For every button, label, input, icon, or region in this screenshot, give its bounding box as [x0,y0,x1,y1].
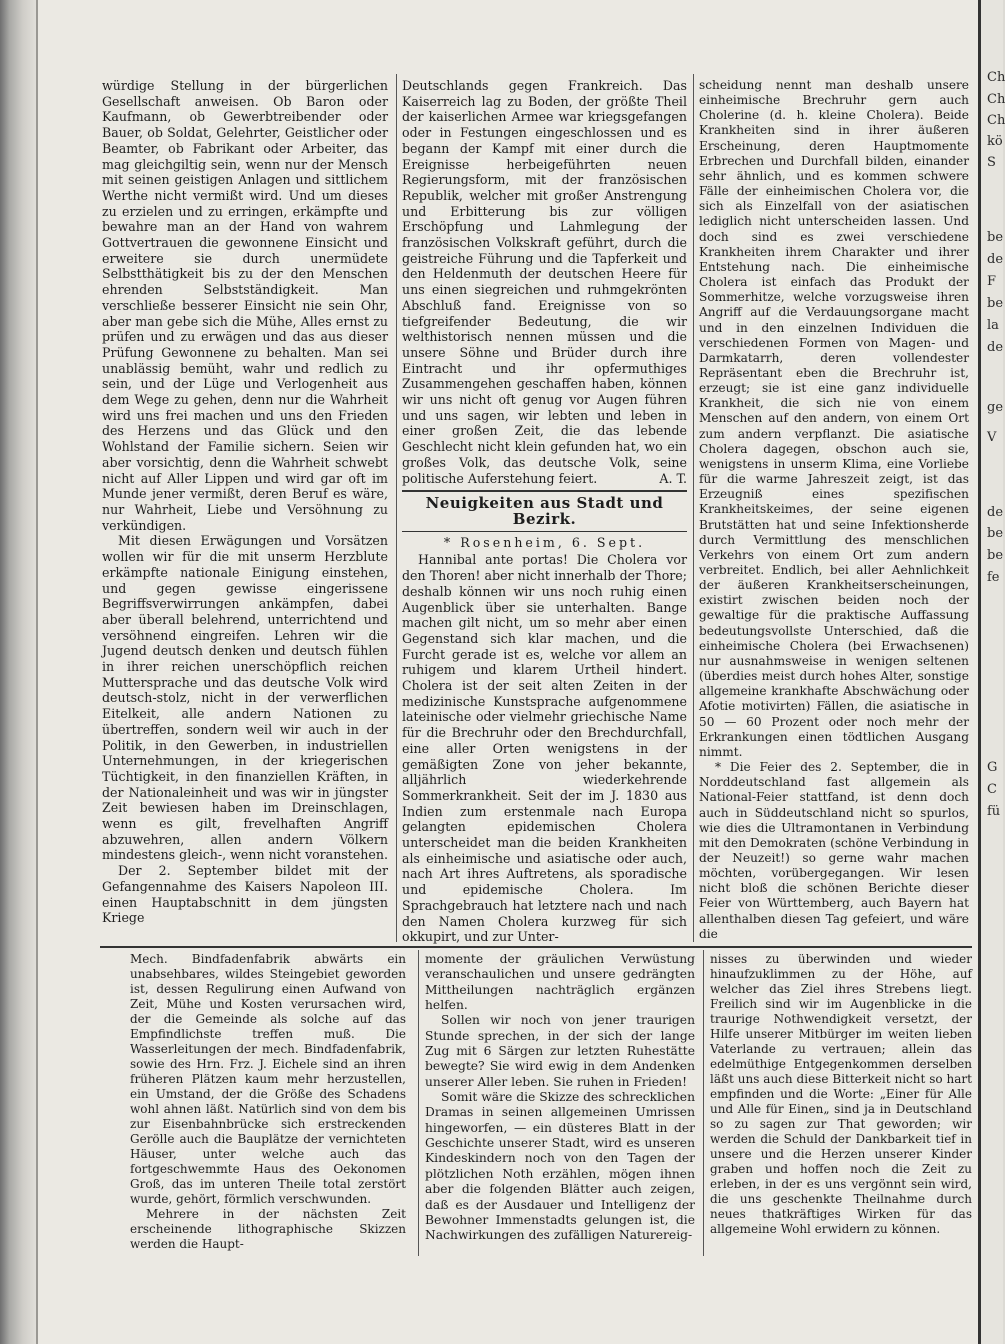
paragraph: Der 2. September bildet mit der Gefangennahme des Kaisers Napoleon III. einen Hauptabschnitt in dem jüngsten Kriege [102,863,388,926]
margin-fragment: be [987,230,1004,245]
margin-fragment: be [987,526,1004,541]
paragraph: Somit wäre die Skizze des schrecklichen Dramas in seinen allgemeinen Umrissen hingeworfen, — ein düsteres Blatt in der Geschichte unserer Stadt, wird es unseren Kindeskindern noch von den Tagen der plötzlichen Noth erzählen, mögen ihnen aber die folgenden Blätter auch zeigen, daß es der Ausdauer und Intelligenz der Bewohner Immenstadts gelungen ist, die Nachwirkungen des zufälligen Naturereig- [425,1090,695,1243]
column-rule [703,950,704,1256]
margin-fragment: de [987,340,1004,355]
section-heading: Neuigkeiten aus Stadt und Bezirk. [402,490,687,531]
paragraph: momente der gräulichen Verwüstung veranschaulichen und unsere gedrängten Mittheilungen nachträglich ergänzen helfen. [425,952,695,1013]
upper-column-1 [102,78,388,944]
margin-fragment: Ch [987,92,1005,107]
author-signature: A. T. [659,470,687,486]
margin-fragment: Ch [987,70,1005,85]
paragraph: scheidung nennt man deshalb unsere einheimische Brechruhr gern auch Cholerine (d. h. kleine Cholera). Beide Krankheiten sind in ihrer äußeren Erscheinung, deren Hauptmomente Erbrechen und Durchfall bilden, einander sehr ähnlich, und es kommen schwere Fälle der einheimischen Cholera vor, die sich als Einzelfall von der asiatischen lediglich nicht unterscheiden lassen. Und doch sind es zwei verschiedene Krankheiten ihrem Charakter und ihrer Entstehung nach. Die einheimische Cholera ist einfach das Produkt der Sommerhitze, welche vorzugsweise ihren Angriff auf die Verdauungsorgane macht und in den einzelnen Individuen die verschiedenen Formen von Magen- und Darmkatarrh, deren vollendester Repräsentant eben die Brechruhr ist, erzeugt; sie ist eine ganz individuelle Krankheit, die sich nie von einem Menschen auf den andern, von einem Ort zum andern verpflanzt. Die asiatische Cholera dagegen, obschon auch sie, wenigstens in unserm Klima, eine Vorliebe für die warme Jahreszeit zeigt, ist das Erzeugniß eines spezifischen Krankheitskeimes, der seine eigenen Brutstätten hat und seine Infektionsherde durch Vermittlung des menschlichen Verkehrs von einem Ort zum andern verbreitet. Endlich, bei aller Aehnlichkeit der äußeren Krankheitserscheinungen, existirt zwischen beiden noch der gewaltige für die praktische Auffassung bedeutungsvollste Unterschied, daß die einheimische Cholera (bei Erwachsenen) nur ausnahmsweise in wenigen seltenen (überdies meist durch hohes Alter, sonstige allgemeine krankhafte Abschwächung oder Afotie motivirten) Fällen, die asiatische in 50 — 60 Prozent oder noch mehr der Erkrankungen einen tödtlichen Ausgang nimmt. [699,78,969,759]
dateline: * Rosenheim, 6. Sept. [443,534,646,550]
paragraph: Mech. Bindfadenfabrik abwärts ein unabsehbares, wildes Steingebiet geworden ist, dessen Regulirung einen Aufwand von Zeit, Mühe und Kosten verursachen wird, der die Gemeinde als solche auf das Empfindlichste treffen muß. Die Wasserleitungen der mech. Bindfadenfabrik, sowie des Hrn. Frz. J. Eichele sind an ihren früheren Plätzen kaum mehr herzustellen, ein Umstand, der die Größe des Schadens wohl ahnen läßt. Natürlich sind von dem bis zur Eisenbahnbrücke sich erstreckenden Gerölle auch die Bauplätze der vernichteten Häuser, unter welche auch das fortgeschwemmte Haus des Oekonomen Groß, das im unteren Theile total zerstört wurde, gehört, förmlich verschwunden. [130,952,406,1206]
upper-column-2 [402,78,687,944]
column-rule [418,950,419,1256]
margin-fragment: fe [987,570,1000,585]
book-binding [0,0,38,1344]
margin-fragment: la [987,318,999,333]
paragraph: Mit diesen Erwägungen und Vorsätzen wollen wir für die mit unserm Herzblute erkämpfte nationale Einigung einstehen, und gegen gewisse eingerissene Begriffsverwirrungen ankämpfen, dabei aber überall belehrend, unterrichtend und versöhnend eingreifen. Lehren wir die Jugend deutsch denken und deutsch fühlen in ihrer reichen unerschöpflich reichen Muttersprache und das deutsche Volk wird deutsch-stolz, nicht in der verwerflichen Eitelkeit, alle andern Nationen zu übertreffen, sondern weil wir auch in der Politik, in den Gewerben, in industriellen Unternehmungen, in der kriegerischen Tüchtigkeit, in den finanziellen Kräften, in der Nationaleinheit und was wir in jüngster Zeit bewiesen haben im Dreinschlagen, wenn es gilt, frevelhaften Angriff abzuwehren, allen andern Völkern mindestens gleich-, wenn nicht voranstehen. [102,533,388,863]
margin-fragment: de [987,252,1004,267]
margin-fragment: be [987,548,1004,563]
lower-column-3 [710,952,972,1252]
margin-fragment: fü [987,804,1001,819]
column-rule [693,74,694,942]
margin-fragment: C [987,782,997,797]
section-divider [100,946,972,948]
margin-fragment: S [987,155,996,170]
margin-fragment: Ch [987,113,1005,128]
binding-edge [36,0,38,1344]
adjacent-page-edge [978,0,1003,1344]
margin-fragment: G [987,760,998,775]
margin-fragment: be [987,296,1004,311]
lower-column-1 [130,952,406,1252]
column-rule [396,74,397,942]
paragraph: * Die Feier des 2. September, die in Norddeutschland fast allgemein als National-Feier stattfand, ist denn doch auch in Süddeutschland nicht so spurlos, wie dies die Ultramontanen in Verbindung mit den Demokraten (schöne Verbindung in der Neuzeit!) so gerne wahr machen möchten, vorübergegangen. Wir lesen nicht bloß die schönen Berichte dieser Feier von Württemberg, auch Bayern hat allenthalben diesen Tag gefeiert, und wäre die [699,760,969,941]
paragraph: Mehrere in der nächsten Zeit erscheinende lithographische Skizzen werden die Haupt- [130,1206,406,1251]
paragraph: nisses zu überwinden und wieder hinaufzuklimmen zu der Höhe, auf welcher das Ziel ihres Strebens liegt. Freilich sind wir im Augenblicke in die traurige Nothwendigkeit versetzt, der Hilfe unserer Mitbürger im weiten lieben Vaterlande zu vertrauen; allein das edelmüthige Entgegenkommen derselben läßt uns auch diese Bitterkeit nicht so hart empfinden und die Worte: „Einer für Alle und Alle für Einen„ sind ja in Deutschland so zu sagen zur That geworden; wir werden die Schuld der Dankbarkeit tief in unsere und die Herzen unserer Kinder graben und hoffen noch die Zeit zu erleben, in der es uns vergönnt sein wird, die uns geschenkte Theilnahme durch neues thatkräftiges Wirken für das allgemeine Wohl erwidern zu können. [710,952,972,1236]
margin-fragment: F [987,274,997,289]
margin-fragment: kö [987,134,1003,149]
paragraph: Deutschlands gegen Frankreich. Das Kaiserreich lag zu Boden, der größte Theil der kaiserlichen Armee war kriegsgefangen oder in Festungen eingeschlossen und es begann der Kampf mit einer durch die Ereignisse herbeigeführten neuen Regierungsform, mit der französischen Republik, welcher mit großer Anstrengung und Erbitterung bis zur völligen Erschöpfung und Lahmlegung der französischen Volkskraft geführt, durch die geistreiche Führung und die Tapferkeit und den Heldenmuth der deutschen Heere für uns einen siegreichen und ruhmgekrönten Abschluß fand. Ereignisse von so tiefgreifender Bedeutung, die wir welthistorisch nennen müssen und die unsere Söhne und Brüder durch ihre Eintracht und ihr opfermuthiges Zusammengehen geschaffen haben, können wir uns nicht oft genug vor Augen führen und uns sagen, wir lebten und leben in einer großen Zeit, die das lebende Geschlecht nicht klein gefunden hat, wo ein großes Volk, das deutsche Volk, seine politische Auferstehung feiert. [402,78,687,486]
margin-fragment: V [987,430,997,445]
margin-fragment: ge [987,400,1004,415]
paragraph: Sollen wir noch von jener traurigen Stunde sprechen, in der sich der lange Zug mit 6 Särgen zur letzten Ruhestätte bewegte? Sie wird ewig in dem Andenken unserer Aller leben. Sie ruhen in Frieden! [425,1013,695,1089]
lower-column-2 [425,952,695,1252]
paragraph: Hannibal ante portas! Die Cholera vor den Thoren! aber nicht innerhalb der Thore; deshalb können wir uns noch ruhig einen Augenblick über sie unterhalten. Bange machen gilt nicht, um so mehr aber einen Gegenstand sich klar machen, und die Furcht gerade ist es, welche vor allem an ruhigem und klarem Urtheil hindert. Cholera ist der seit alten Zeiten in der medizinische Kunstsprache aufgenommene lateinische oder vielmehr griechische Name für die Brechruhr oder den Brechdurchfall, eine aller Orten wenigstens in der gemäßigten Zone von jeher bekannte, alljährlich wiederkehrende Sommerkrankheit. Seit der im J. 1830 aus Indien zum erstenmale nach Europa gelangten epidemischen Cholera unterscheidet man die beiden Krankheiten als einheimische und asiatische oder auch, nach Art ihres Auftretens, als sporadische und epidemische Cholera. Im Sprachgebrauch hat letztere nach und nach den Namen Cholera kurzweg für sich okkupirt, und zur Unter- [402,552,687,945]
upper-column-3 [699,78,969,944]
margin-fragment: de [987,505,1004,520]
paragraph: würdige Stellung in der bürgerlichen Gesellschaft anweisen. Ob Baron oder Kaufmann, ob Gewerbtreibender oder Bauer, ob Soldat, Gelehrter, Geistlicher oder Beamter, ob Fabrikant oder Arbeiter, das mag gleichgiltig sein, wenn nur der Mensch mit seinen geistigen Anlagen und sittlichem Werthe nicht vermißt wird. Und um dieses zu erzielen und zu erringen, erkämpfte und bewahre man an der Hand von wahrem Gottvertrauen die gewonnene Einsicht und erweitere sie durch unermüdete Selbstthätigkeit bis zu der den Menschen ehrenden Selbstständigkeit. Man verschließe besserer Einsicht nie sein Ohr, aber man gebe sich die Mühe, Alles ernst zu prüfen und zu erwägen und das aus dieser Prüfung Gewonnene zu behalten. Man sei unablässig bemüht, wahr und redlich zu sein, und der Lüge und Verlogenheit aus dem Wege zu gehen, denn nur die Wahrheit wird uns frei machen und uns den Frieden des Herzens und das Glück und den Wohlstand der Familie sichern. Seien wir aber vorsichtig, denn die Wahrheit schwebt nicht auf Aller Lippen und wird gar oft im Munde jener vermißt, deren Beruf es wäre, nur Wahrheit, Liebe und Versöhnung zu verkündigen. [102,78,388,533]
